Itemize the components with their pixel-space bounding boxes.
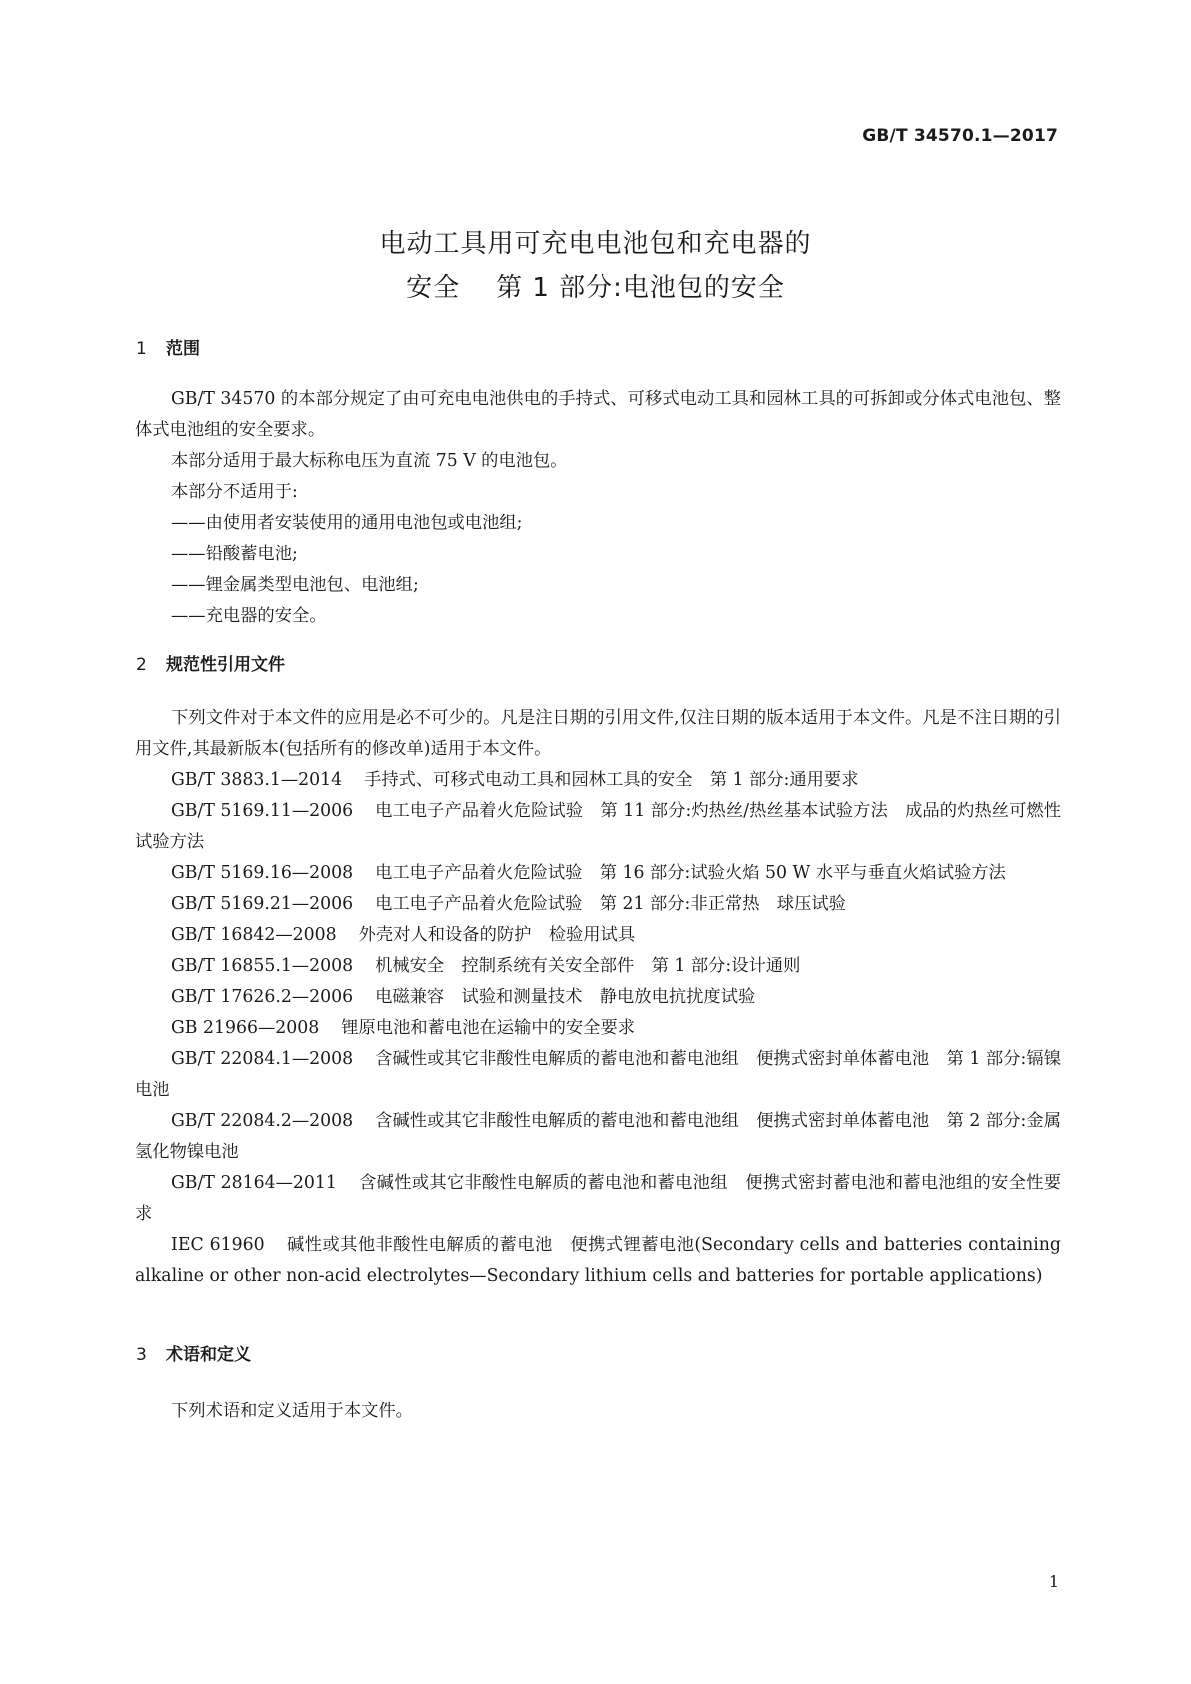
reference-item [135, 920, 1061, 951]
section-title: 范围 [166, 339, 200, 359]
title-line-1: 电动工具用可充电电池包和充电器的 [379, 229, 812, 259]
reference-code: GB/T 28164—2011 [171, 1173, 337, 1193]
section-2-body [135, 703, 1061, 1292]
standard-number: GB/T 34570.1—2017 [862, 126, 1058, 146]
reference-item [135, 1044, 1061, 1106]
section-2-heading [136, 650, 285, 675]
reference-title: 电工电子产品着火危险试验 第 21 部分:非正常热 球压试验 [375, 894, 846, 914]
section-3-heading [136, 1340, 251, 1365]
reference-code: GB 21966—2008 [171, 1018, 320, 1038]
reference-item [135, 889, 1061, 920]
reference-code: IEC 61960 [171, 1235, 265, 1255]
title-line-2-part-2: 第 1 部分:电池包的安全 [496, 273, 785, 303]
list-item: ——由使用者安装使用的通用电池包或电池组; [171, 513, 523, 533]
title-line-2-part-1: 安全 [406, 273, 461, 303]
reference-code: GB/T 22084.2—2008 [171, 1111, 354, 1131]
reference-title: 外壳对人和设备的防护 检验用试具 [358, 925, 636, 945]
reference-code: GB/T 5169.21—2006 [171, 894, 354, 914]
reference-code: GB/T 16855.1—2008 [171, 956, 354, 976]
reference-code: GB/T 3883.1—2014 [171, 770, 343, 790]
list-item: ——锂金属类型电池包、电池组; [171, 575, 419, 595]
section-number: 2 [136, 655, 147, 675]
reference-item [135, 858, 1061, 889]
reference-title: 机械安全 控制系统有关安全部件 第 1 部分:设计通则 [375, 956, 801, 976]
reference-title: 碱性或其他非酸性电解质的蓄电池 便携式锂蓄电池(Secondary cells and batteries containing alkaline or other non-acid electrolytes—Secondary lithium cells and batteries for portable applications) [135, 1235, 1061, 1286]
paragraph: 下列文件对于本文件的应用是必不可少的。凡是注日期的引用文件,仅注日期的版本适用于本文件。凡是不注日期的引用文件,其最新版本(包括所有的修改单)适用于本文件。 [135, 708, 1061, 759]
reference-item [135, 1013, 1061, 1044]
reference-title: 锂原电池和蓄电池在运输中的安全要求 [341, 1018, 636, 1038]
title-line-2 [0, 266, 1191, 310]
page-number: 1 [1048, 1572, 1059, 1591]
paragraph: 本部分适用于最大标称电压为直流 75 V 的电池包。 [171, 451, 568, 471]
reference-item [135, 1106, 1061, 1168]
section-title: 术语和定义 [166, 1345, 251, 1365]
section-3-body [135, 1396, 1061, 1427]
reference-title: 含碱性或其它非酸性电解质的蓄电池和蓄电池组 便携式密封单体蓄电池 第 1 部分:镉镍电池 [135, 1049, 1061, 1100]
section-number: 3 [136, 1345, 147, 1365]
reference-title: 含碱性或其它非酸性电解质的蓄电池和蓄电池组 便携式密封单体蓄电池 第 2 部分:金属氢化物镍电池 [135, 1111, 1061, 1162]
reference-item [135, 796, 1061, 858]
reference-code: GB/T 5169.16—2008 [171, 863, 354, 883]
reference-code: GB/T 17626.2—2006 [171, 987, 354, 1007]
section-title: 规范性引用文件 [166, 655, 285, 675]
section-1-heading [136, 334, 200, 359]
reference-item [135, 982, 1061, 1013]
reference-title: 含碱性或其它非酸性电解质的蓄电池和蓄电池组 便携式密封蓄电池和蓄电池组的安全性要求 [135, 1173, 1061, 1224]
section-1-body [135, 384, 1061, 632]
list-item: ——铅酸蓄电池; [171, 544, 298, 564]
reference-item [135, 1168, 1061, 1230]
list-item: ——充电器的安全。 [171, 606, 327, 626]
document-title [0, 222, 1191, 310]
reference-title: 电磁兼容 试验和测量技术 静电放电抗扰度试验 [375, 987, 756, 1007]
reference-code: GB/T 22084.1—2008 [171, 1049, 354, 1069]
reference-code: GB/T 5169.11—2006 [171, 801, 354, 821]
reference-title: 电工电子产品着火危险试验 第 16 部分:试验火焰 50 W 水平与垂直火焰试验方法 [375, 863, 1006, 883]
reference-code: GB/T 16842—2008 [171, 925, 337, 945]
reference-item [135, 765, 1061, 796]
reference-list [135, 765, 1061, 1292]
paragraph: GB/T 34570 的本部分规定了由可充电电池供电的手持式、可移式电动工具和园林工具的可拆卸或分体式电池包、整体式电池组的安全要求。 [135, 389, 1061, 440]
reference-item [135, 1230, 1061, 1292]
reference-item [135, 951, 1061, 982]
paragraph: 本部分不适用于: [171, 482, 298, 502]
reference-title: 电工电子产品着火危险试验 第 11 部分:灼热丝/热丝基本试验方法 成品的灼热丝可燃性试验方法 [135, 801, 1061, 852]
reference-title: 手持式、可移式电动工具和园林工具的安全 第 1 部分:通用要求 [364, 770, 859, 790]
paragraph: 下列术语和定义适用于本文件。 [171, 1401, 413, 1421]
section-number: 1 [136, 339, 147, 359]
